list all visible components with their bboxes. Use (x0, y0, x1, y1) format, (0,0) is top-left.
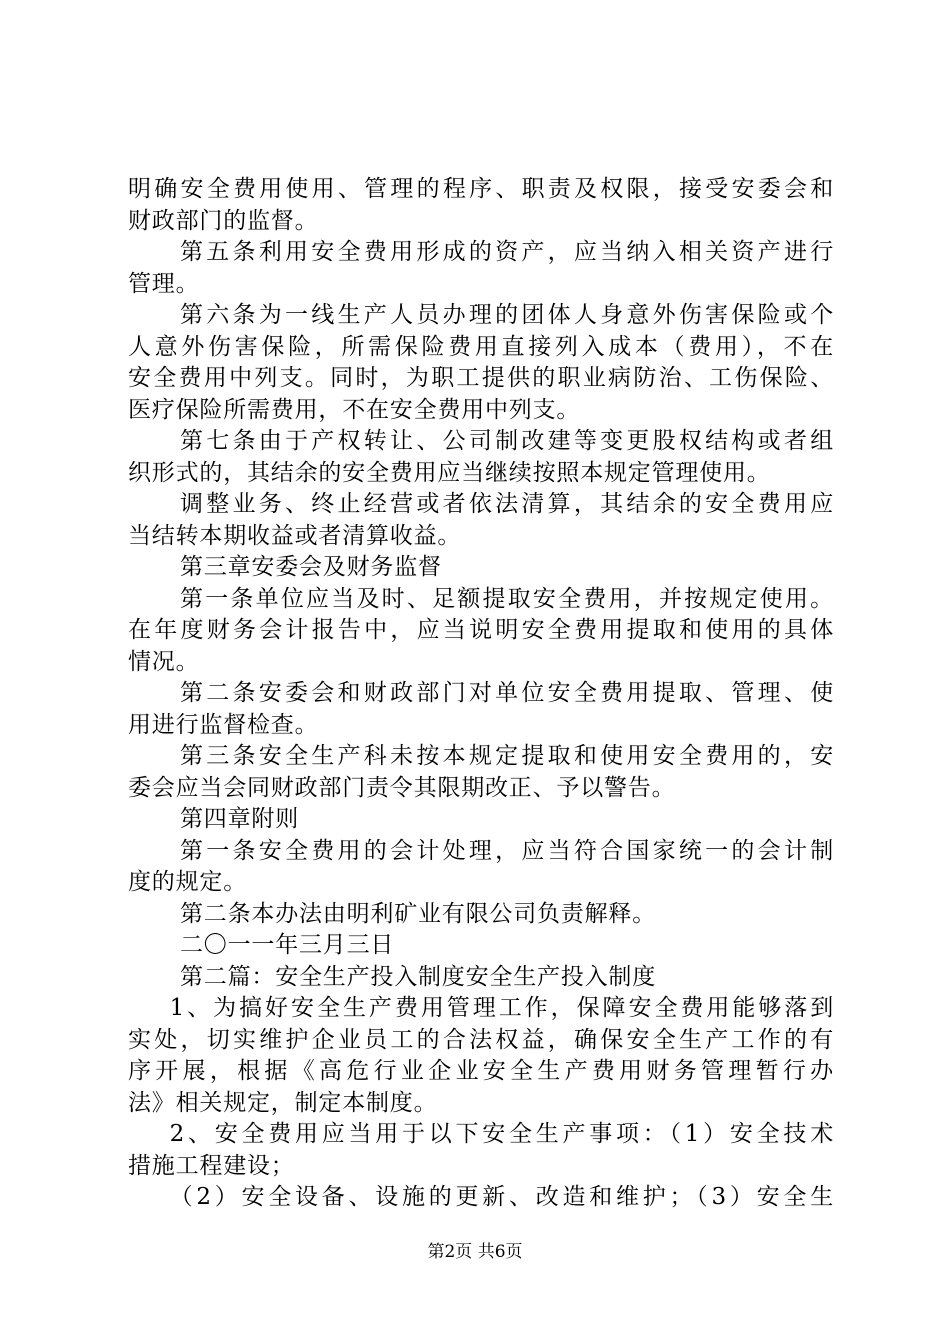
text-line: 度的规定。 (128, 869, 247, 895)
text-line: 措施工程建设； (128, 1152, 295, 1179)
text-line: 财政部门的监督。 (128, 207, 319, 234)
text-line: 第三章安委会及财务监督 (180, 554, 442, 580)
text-line: 1、为搞好安全生产费用管理工作，保障安全费用能够落到 (169, 995, 834, 1021)
text-line: 实处，切实维护企业员工的合法权益，确保安全生产工作的有 (128, 1026, 834, 1053)
text-line: 人意外伤害保险，所需保险费用直接列入成本（费用），不在 (128, 333, 834, 360)
text-line: 第七条由于产权转让、公司制改建等变更股权结构或者组 (180, 428, 834, 454)
text-line: 在年度财务会计报告中，应当说明安全费用提取和使用的具体 (128, 617, 834, 643)
text-line: 情况。 (128, 648, 200, 675)
text-line: 第二条本办法由明利矿业有限公司负责解释。 (180, 900, 656, 927)
text-line: 医疗保险所需费用，不在安全费用中列支。 (128, 396, 581, 423)
text-line: 第五条利用安全费用形成的资产，应当纳入相关资产进行 (180, 239, 834, 265)
text-line: 用进行监督检查。 (128, 711, 319, 738)
page-footer: 第2页 共6页 (427, 1242, 523, 1262)
text-line: 第二篇：安全生产投入制度安全生产投入制度 (180, 963, 656, 990)
text-line: 管理。 (128, 270, 200, 297)
text-line: 委会应当会同财政部门责令其限期改正、予以警告。 (128, 774, 676, 801)
text-line: 第一条安全费用的会计处理，应当符合国家统一的会计制 (180, 837, 834, 864)
text-line: 法》相关规定，制定本制度。 (128, 1089, 438, 1116)
document-body (128, 174, 834, 1214)
text-line: 明确安全费用使用、管理的程序、职责及权限，接受安委会和 (128, 176, 834, 202)
text-line: 当结转本期收益或者清算收益。 (128, 522, 462, 549)
text-line: 调整业务、终止经营或者依法清算，其结余的安全费用应 (180, 491, 834, 517)
text-line: 第六条为一线生产人员办理的团体人身意外伤害保险或个 (180, 302, 834, 328)
text-line: 安全费用中列支。同时，为职工提供的职业病防治、工伤保险、 (128, 365, 834, 391)
text-line: 第三条安全生产科未按本规定提取和使用安全费用的，安 (180, 743, 834, 769)
text-line: （2）安全设备、设施的更新、改造和维护；（3）安全生 (169, 1184, 834, 1210)
text-line: 织形式的，其结余的安全费用应当继续按照本规定管理使用。 (128, 459, 771, 486)
text-line: 2、安全费用应当用于以下安全生产事项：（1）安全技术 (169, 1121, 834, 1147)
text-line: 第二条安委会和财政部门对单位安全费用提取、管理、使 (180, 680, 834, 706)
text-line: 二〇一一年三月三日 (180, 932, 395, 958)
text-line: 序开展，根据《高危行业企业安全生产费用财务管理暂行办 (128, 1058, 834, 1084)
text-line: 第一条单位应当及时、足额提取安全费用，并按规定使用。 (180, 585, 834, 612)
text-line: 第四章附则 (180, 806, 299, 832)
